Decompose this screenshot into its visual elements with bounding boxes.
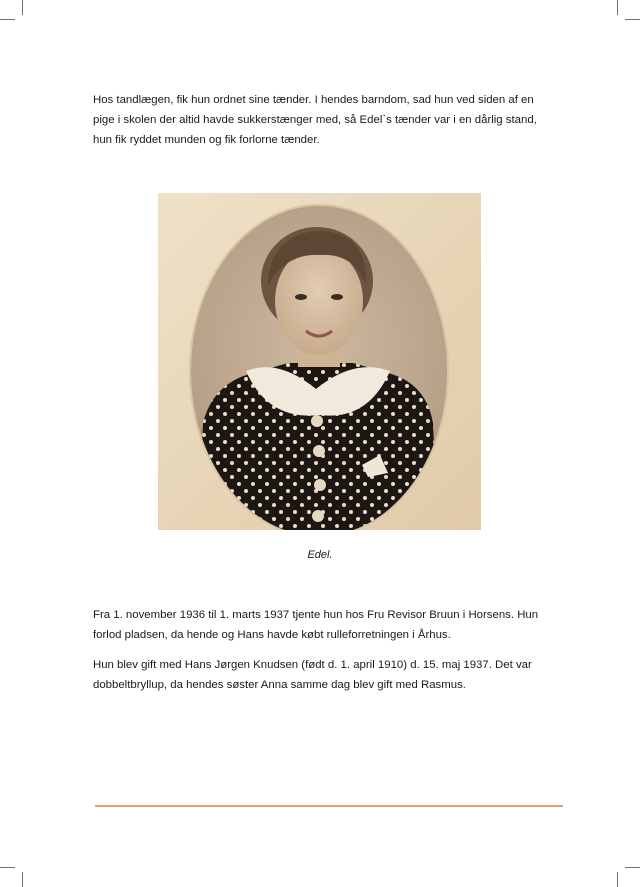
paragraph-line: forlod pladsen, da hende og Hans havde købt rulleforretningen i Århus. (93, 629, 451, 641)
paragraph-wedding (93, 655, 563, 695)
photo-caption: Edel. (307, 549, 333, 561)
paragraph-line: Hun blev gift med Hans Jørgen Knudsen (født d. 1. april 1910) d. 15. maj 1937. Det var (93, 659, 532, 671)
paragraph-line: Fra 1. november 1936 til 1. marts 1937 tjente hun hos Fru Revisor Bruun i Horsens. Hun (93, 609, 539, 621)
paragraph-line: dobbeltbryllup, da hendes søster Anna samme dag blev gift med Rasmus. (93, 679, 466, 691)
crop-mark-top-right-h (625, 19, 640, 20)
crop-mark-top-left-v (22, 0, 23, 15)
portrait-photo (158, 193, 481, 530)
paragraph-line: pige i skolen der altid havde sukkerstænger med, så Edel`s tænder var i en dårlig stand, (93, 114, 537, 126)
paragraph-line: hun fik ryddet munden og fik forlorne tænder. (93, 134, 320, 146)
crop-mark-bottom-right-h (625, 867, 640, 868)
crop-mark-top-left-h (0, 19, 15, 20)
paragraph-employment (93, 605, 563, 645)
crop-mark-top-right-v (617, 0, 618, 15)
crop-mark-bottom-right-v (617, 872, 618, 887)
footer-rule (95, 805, 563, 807)
crop-mark-bottom-left-v (22, 872, 23, 887)
paragraph-line: Hos tandlægen, fik hun ordnet sine tænder. I hendes barndom, sad hun ved siden af en (93, 94, 534, 106)
crop-mark-bottom-left-h (0, 867, 15, 868)
paragraph-dentist (93, 90, 563, 150)
portrait-illustration (158, 193, 481, 530)
